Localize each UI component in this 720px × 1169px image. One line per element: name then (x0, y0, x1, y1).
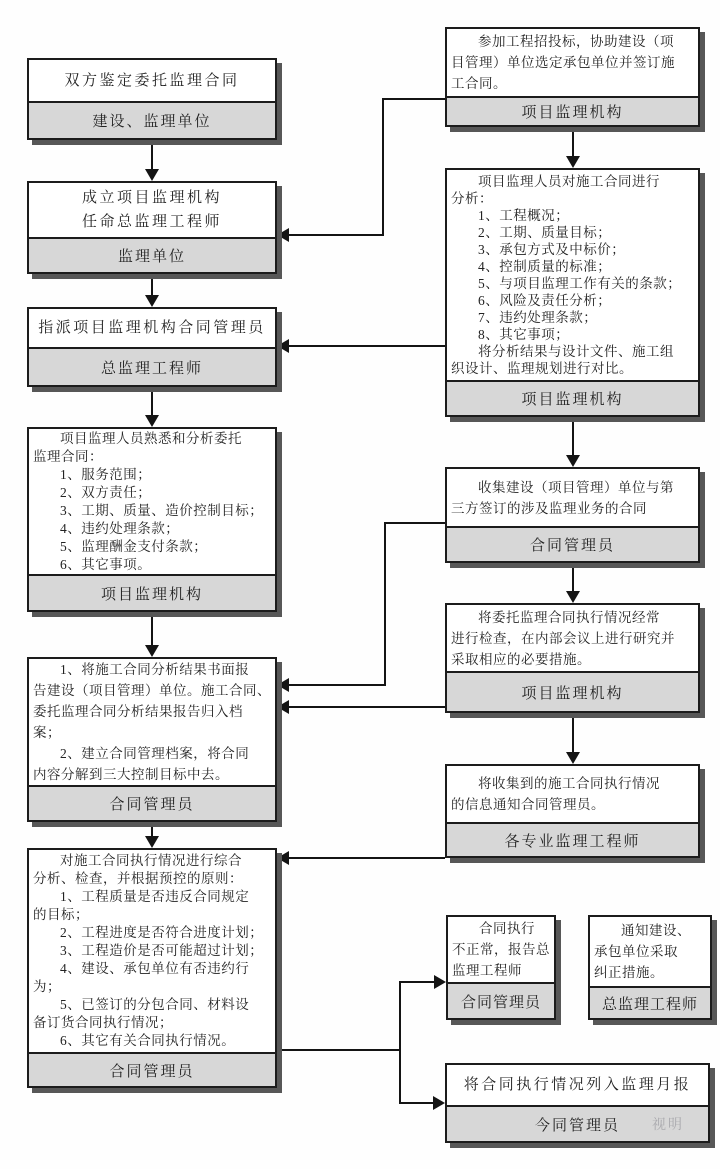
box-text-line: 3、工期、质量、造价控制目标； (60, 502, 264, 518)
box-text-line: 告建设（项目管理）单位。施工合同、 (33, 683, 271, 698)
box-text-line: 为； (33, 979, 61, 994)
box-text-line: 5、已签订的分包合同、材料设 (60, 997, 250, 1012)
box-body (447, 469, 698, 526)
edge-r1-l2 (289, 99, 445, 235)
box-text-line: 合同执行 (479, 921, 535, 936)
box-role: 各专业监理工程师 (447, 822, 698, 856)
box-text-line: 不正常，报告总 (452, 942, 550, 957)
box-text-line: 4、建设、承包单位有否违约行 (60, 961, 250, 976)
box-text-line: 监理工程师 (452, 963, 522, 978)
arrowhead-l6-bl (434, 975, 446, 989)
box-text-line: 指派项目监理机构合同管理员 (38, 320, 266, 336)
box-role: 总监理工程师 (590, 986, 710, 1018)
box-notify-execution-info (445, 764, 700, 858)
arrowhead-r5-l6 (277, 851, 289, 865)
box-text-line: 8、其它事项； (478, 327, 570, 342)
box-text-line: 备订货合同执行情况； (33, 1015, 173, 1030)
arrowhead-r4-l5 (277, 700, 289, 714)
box-text-line: 监理合同： (33, 448, 103, 464)
edge-l6-bl (400, 982, 434, 1050)
box-body (29, 850, 275, 1052)
box-text-line: 将合同执行情况列入监理月报 (463, 1077, 692, 1093)
box-text-line: 任命总监理工程师 (81, 214, 222, 230)
box-text-line: 1、将施工合同分析结果书面报 (60, 662, 250, 677)
box-text-line: 6、风险及责任分析； (478, 293, 612, 308)
box-collect-third-party-contracts (445, 467, 700, 563)
box-text-line: 4、违约处理条款； (60, 520, 180, 536)
box-text-line: 的信息通知合同管理员。 (451, 797, 605, 812)
box-body (29, 659, 275, 785)
box-text-line: 项目监理人员熟悉和分析委托 (60, 430, 242, 446)
arrowhead-l6-bb (433, 1096, 445, 1110)
box-body (447, 1065, 708, 1105)
box-text-line: 3、承包方式及中标价； (478, 242, 626, 257)
box-text-line: 对施工合同执行情况进行综合 (60, 853, 242, 868)
edge-r3-l5 (289, 523, 445, 685)
box-body (29, 309, 275, 347)
box-text-line: 的目标； (33, 907, 89, 922)
box-body (448, 917, 554, 982)
box-role: 监理单位 (29, 237, 275, 272)
box-sign-supervision-contract (27, 58, 277, 140)
box-text-line: 分析、检查，并根据预控的原则： (33, 871, 243, 886)
box-text-line: 三方签订的涉及监理业务的合同 (451, 500, 647, 516)
box-text-line: 3、工程造价是否可能超过计划； (60, 943, 264, 958)
box-text-line: 2、建立合同管理档案，将合同 (60, 746, 250, 761)
box-role: 合同管理员 (29, 1052, 275, 1086)
box-text-line: 委托监理合同分析结果报告归入档 (33, 704, 243, 719)
arrowhead-l3-l4 (145, 415, 159, 427)
box-text-line: 纠正措施。 (594, 965, 664, 980)
box-text-line: 将分析结果与设计文件、施工组 (478, 344, 674, 359)
box-text-line: 通知建设、 (621, 923, 691, 938)
box-text-line: 2、工程进度是否符合进度计划； (60, 925, 264, 940)
box-body (29, 183, 275, 237)
box-body (447, 605, 698, 671)
arrowhead-l2-l3 (145, 295, 159, 307)
box-text-line: 双方鉴定委托监理合同 (64, 72, 240, 89)
box-text-line: 6、其它事项。 (60, 556, 152, 572)
box-text-line: 1、工程概况； (478, 208, 570, 223)
box-analyze-entrust-contract (27, 427, 277, 612)
box-text-line: 2、双方责任； (60, 484, 152, 500)
box-body (447, 170, 698, 380)
box-role: 项目监理机构 (447, 96, 698, 125)
arrowhead-r2-l3 (277, 339, 289, 353)
arrowhead-r3-r4 (566, 591, 580, 603)
box-text-line: 工合同。 (451, 76, 507, 91)
box-analyze-construction-contract (445, 168, 700, 417)
box-text-line: 成立项目监理机构 (81, 190, 222, 206)
box-text-line: 1、服务范围； (60, 466, 152, 482)
box-text-line: 5、监理酬金支付条款； (60, 538, 208, 554)
arrowhead-r1-l2 (277, 228, 289, 242)
box-check-entrust-execution (445, 603, 700, 713)
box-text-line: 收集建设（项目管理）单位与第 (478, 479, 674, 495)
box-body (29, 60, 275, 101)
box-notify-corrective-measures (588, 915, 712, 1020)
box-report-analysis-results (27, 657, 277, 822)
box-role: 建设、监理单位 (29, 101, 275, 138)
box-text-line: 案； (33, 725, 61, 740)
box-body (447, 29, 698, 96)
box-body (29, 429, 275, 574)
box-role: 合同管理员 (447, 526, 698, 561)
box-role: 今同管理员 (447, 1105, 708, 1141)
box-text-line: 参加工程招投标，协助建设（项 (478, 34, 674, 49)
watermark: 视明 (652, 1118, 684, 1133)
box-establish-org (27, 181, 277, 274)
box-text-line: 2、工期、质量目标； (478, 225, 612, 240)
box-text-line: 将收集到的施工合同执行情况 (478, 776, 660, 791)
box-text-line: 进行检查，在内部会议上进行研究并 (451, 630, 675, 646)
box-bid-assist (445, 27, 700, 127)
box-text-line: 1、工程质量是否违反合同规定 (60, 889, 250, 904)
box-text-line: 采取相应的必要措施。 (451, 651, 591, 667)
arrowhead-r3-l5 (277, 678, 289, 692)
box-text-line: 5、与项目监理工作有关的条款； (478, 276, 682, 291)
box-role: 总监理工程师 (29, 347, 275, 385)
box-text-line: 分析： (451, 191, 493, 206)
box-text-line: 项目监理人员对施工合同进行 (478, 174, 660, 189)
box-abnormal-report (446, 915, 556, 1020)
box-text-line: 4、控制质量的标准； (478, 259, 612, 274)
box-text-line: 内容分解到三大控制目标中去。 (33, 767, 229, 782)
box-comprehensive-check (27, 848, 277, 1088)
edge-l6-bb (400, 1050, 433, 1103)
arrowhead-r2-r3 (566, 455, 580, 467)
box-body (590, 917, 710, 986)
box-role: 合同管理员 (448, 982, 554, 1018)
arrowhead-r4-r5 (566, 752, 580, 764)
box-text-line: 承包单位采取 (594, 944, 678, 959)
box-text-line: 将委托监理合同执行情况经常 (478, 609, 660, 625)
arrowhead-r1-r2 (566, 156, 580, 168)
box-role: 项目监理机构 (447, 671, 698, 711)
arrowhead-l4-l5 (145, 645, 159, 657)
box-body (447, 766, 698, 822)
box-text-line: 7、违约处理条款； (478, 310, 598, 325)
box-text-line: 目管理）单位选定承包单位并签订施 (451, 55, 675, 70)
box-text-line: 织设计、监理规划进行对比。 (451, 361, 633, 376)
box-text-line: 6、其它有关合同执行情况。 (60, 1033, 236, 1048)
arrowhead-l5-l6 (145, 836, 159, 848)
box-role: 项目监理机构 (29, 574, 275, 610)
box-assign-contract-admin (27, 307, 277, 387)
box-role: 项目监理机构 (447, 380, 698, 415)
arrowhead-l1-l2 (145, 169, 159, 181)
box-role: 合同管理员 (29, 785, 275, 820)
